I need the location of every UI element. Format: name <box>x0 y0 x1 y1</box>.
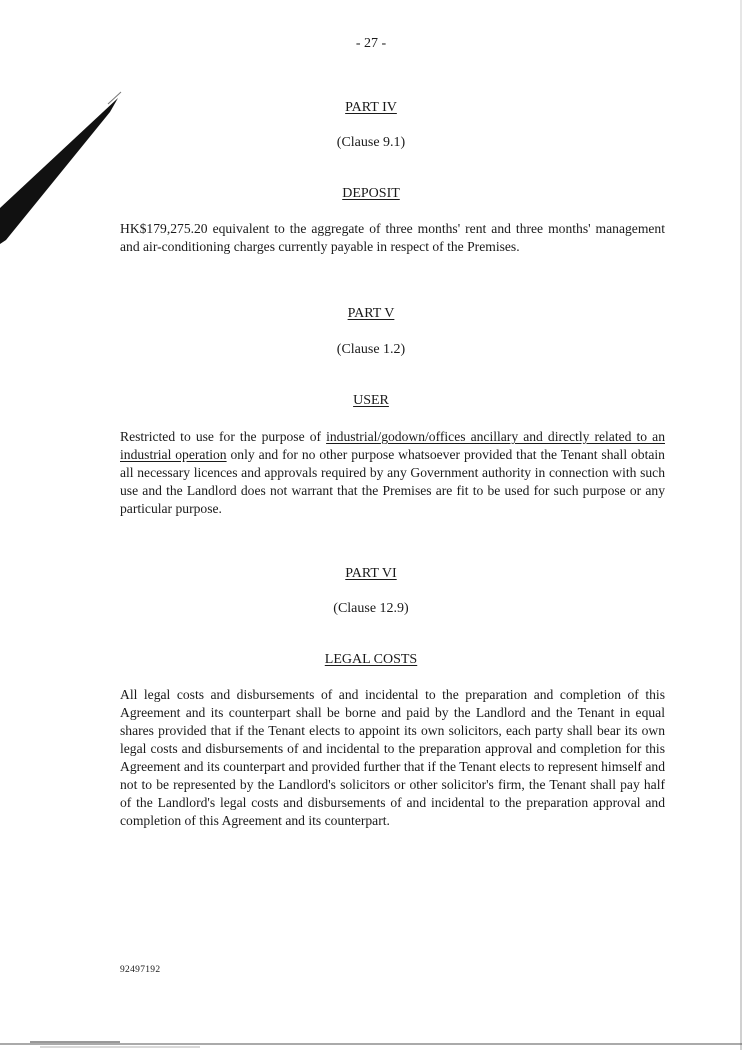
deposit-heading-text: DEPOSIT <box>342 186 400 201</box>
part-v-title <box>0 306 742 322</box>
part-vi-title <box>0 566 742 582</box>
part-iv-title-text: PART IV <box>345 100 397 115</box>
part-iv-clause: (Clause 9.1) <box>336 135 406 150</box>
user-text-underlined: industrial/godown/offices ancillary and directly related to an industrial operation <box>120 429 665 462</box>
part-iv-heading <box>0 186 742 202</box>
user-text-intro: Restricted to use for the purpose of <box>120 429 327 444</box>
deposit-paragraph: HK$179,275.20 equivalent to the aggregate of three months' rent and three months' management and air-conditioning charges currently payable in respect of the Premises. <box>120 221 665 254</box>
legal-costs-heading-text: LEGAL COSTS <box>324 652 418 667</box>
part-vi-title-text: PART VI <box>345 566 397 581</box>
part-vi-heading <box>0 652 742 668</box>
part-v-title-text: PART V <box>347 306 395 321</box>
page-number: - 27 - <box>355 36 387 51</box>
part-v-clause: (Clause 1.2) <box>336 342 406 357</box>
user-text-rest: only and for no other purpose whatsoever provided that the Tenant shall obtain all necessary licences and approvals required by any Government authority in connection with such use and the Landlord does not warrant that the Premises are fit to be used for such purpose or any particular purpose. <box>120 447 665 516</box>
scan-bottom-rule <box>0 1040 742 1050</box>
user-heading-text: USER <box>353 393 389 408</box>
part-iv-title <box>0 100 742 116</box>
part-vi-clause: (Clause 12.9) <box>333 601 409 616</box>
document-id: 92497192 <box>120 965 161 975</box>
legal-costs-paragraph: All legal costs and disbursements of and incidental to the preparation and completion of this Agreement and its counterpart shall be borne and paid by the Landlord and the Tenant in equal shares provided that if the Tenant elects to appoint its own solicitors, each party shall bear its own legal costs and disbursements of and incidental to the preparation approval and completion for this Agreement and its counterpart and provided further that if the Tenant elects to represent himself and not to be represented by the Landlord's solicitors or other solicitor's firm, the Tenant shall pay half of the Landlord's legal costs and disbursements of and incidental to the preparation approval and completion of this Agreement and its counterpart. <box>120 687 665 828</box>
part-v-heading <box>0 393 742 409</box>
user-paragraph <box>120 428 665 518</box>
